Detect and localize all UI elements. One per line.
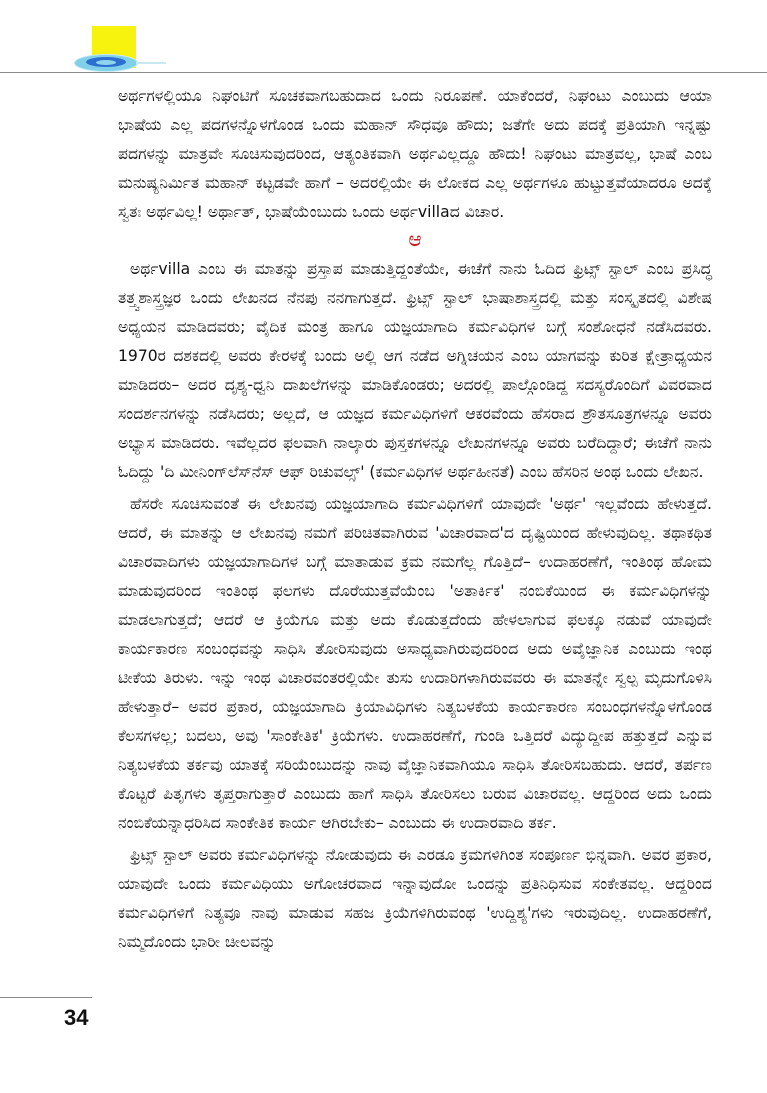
paragraph-3: ಹೆಸರೇ ಸೂಚಿಸುವಂತೆ ಈ ಲೇಖನವು ಯಜ್ಞಯಾಗಾದಿ ಕರ್ಮವಿಧಿಗಳಿಗೆ ಯಾವುದೇ 'ಅರ್ಥ' ಇಲ್ಲವೆಂದು ಹೇಳುತ್ತದೆ. ಆದರೆ, ಈ ಮಾತನ್ನು ಆ ಲೇಖನವು ನಮಗೆ ಪರಿಚಿತವಾಗಿರುವ 'ವಿಚಾರವಾದ'ದ ದೃಷ್ಟಿಯಿಂದ ಹೇಳುವುದಿಲ್ಲ. ತಥಾಕಥಿತ ವಿಚಾರವಾದಿಗಳು ಯಜ್ಞಯಾಗಾದಿಗಳ ಬಗ್ಗೆ ಮಾತಾಡುವ ಕ್ರಮ ನಮಗೆಲ್ಲ ಗೊತ್ತಿದೆ– ಉದಾಹರಣೆಗೆ, ಇಂತಿಂಥ ಹೋಮ ಮಾಡುವುದರಿಂದ ಇಂತಿಂಥ ಫಲಗಳು ದೊರೆಯುತ್ತವೆಯೆಂಬ 'ಅತಾರ್ಕಿಕ' ನಂಬಿಕೆಯಿಂದ ಈ ಕರ್ಮವಿಧಿಗಳನ್ನು ಮಾಡಲಾಗುತ್ತದೆ; ಆದರೆ ಆ ಕ್ರಿಯೆಗೂ ಮತ್ತು ಅದು ಕೊಡುತ್ತದೆಂದು ಹೇಳಲಾಗುವ ಫಲಕ್ಕೂ ನಡುವೆ ಯಾವುದೇ ಕಾರ್ಯಕಾರಣ ಸಂಬಂಧವನ್ನು ಸಾಧಿಸಿ ತೋರಿಸುವುದು ಅಸಾಧ್ಯವಾಗಿರುವುದರಿಂದ ಅದು ಅವೈಜ್ಞಾನಿಕ ಎಂಬುದು ಇಂಥ ಟೀಕೆಯ ತಿರುಳು. ಇನ್ನು ಇಂಥ ವಿಚಾರವಂತರಲ್ಲಿಯೇ ತುಸು ಉದಾರಿಗಳಾಗಿರುವವರು ಈ ಮಾತನ್ನೇ ಸ್ವಲ್ಪ ಮೃದುಗೊಳಿಸಿ ಹೇಳುತ್ತಾರೆ– ಅವರ ಪ್ರಕಾರ, ಯಜ್ಞಯಾಗಾದಿ ಕ್ರಿಯಾವಿಧಿಗಳು ನಿತ್ಯಬಳಕೆಯ ಕಾರ್ಯಕಾರಣ ಸಂಬಂಧಗಳನ್ನೊಳಗೊಂಡ ಕೆಲಸಗಳಲ್ಲ; ಬದಲು, ಅವು 'ಸಾಂಕೇತಿಕ' ಕ್ರಿಯೆಗಳು. ಉದಾಹರಣೆಗೆ, ಗುಂಡಿ ಒತ್ತಿದರೆ ವಿದ್ಯುದ್ದೀಪ ಹತ್ತುತ್ತದೆ ಎನ್ನುವ ನಿತ್ಯಬಳಕೆಯ ತರ್ಕವು ಯಾತಕ್ಕೆ ಸರಿಯೆಂಬುದನ್ನು ನಾವು ವೈಜ್ಞಾನಿಕವಾಗಿಯೂ ಸಾಧಿಸಿ ತೋರಿಸಬಹುದು. ಆದರೆ, ತರ್ಪಣ ಕೊಟ್ಟರೆ ಪಿತೃಗಳು ತೃಪ್ತರಾಗುತ್ತಾರೆ ಎಂಬುದು ಹಾಗೆ ಸಾಧಿಸಿ ತೋರಿಸಲು ಬರುವ ವಿಚಾರವಲ್ಲ. ಆದ್ದರಿಂದ ಅದು ಒಂದು ನಂಬಿಕೆಯನ್ನಾಧರಿಸಿದ ಸಾಂಕೇತಿಕ ಕಾರ್ಯ ಆಗಿರಬೇಕು– ಎಂಬುದು ಈ ಉದಾರವಾದಿ ತರ್ಕ. xyxy=(118,495,712,832)
footer-divider xyxy=(0,997,92,998)
page-number: 34 xyxy=(64,1005,89,1030)
logo xyxy=(74,26,172,74)
article-body xyxy=(118,82,712,957)
paragraph-4: ಫ್ರಿಟ್ಸ್ ಸ್ಟಾಲ್ ಅವರು ಕರ್ಮವಿಧಿಗಳನ್ನು ನೋಡುವುದು ಈ ಎರಡೂ ಕ್ರಮಗಳಿಗಿಂತ ಸಂಪೂರ್ಣ ಭಿನ್ನವಾಗಿ. ಅವರ ಪ್ರಕಾರ, ಯಾವುದೇ ಒಂದು ಕರ್ಮವಿಧಿಯು ಅಗೋಚರವಾದ ಇನ್ನಾವುದೋ ಒಂದನ್ನು ಪ್ರತಿನಿಧಿಸುವ ಸಂಕೇತವಲ್ಲ. ಆದ್ದರಿಂದ ಕರ್ಮವಿಧಿಗಳಿಗೆ ನಿತ್ಯವೂ ನಾವು ಮಾಡುವ ಸಹಜ ಕ್ರಿಯೆಗಳಿಗಿರುವಂಥ 'ಉದ್ದಿಶ್ಯ'ಗಳು ಇರುವುದಿಲ್ಲ. ಉದಾಹರಣೆಗೆ, ನಿಮ್ಮದೊಂದು ಭಾರೀ ಚೀಲವನ್ನು xyxy=(118,846,712,951)
logo-ring-inner xyxy=(96,60,116,65)
logo-trail xyxy=(136,62,166,64)
section-ornament: ಆ xyxy=(408,227,422,251)
header-divider xyxy=(0,72,767,73)
paragraph-2: ಅರ್ಥvilla ಎಂಬ ಈ ಮಾತನ್ನು ಪ್ರಸ್ತಾಪ ಮಾಡುತ್ತಿದ್ದಂತೆಯೇ, ಈಚೆಗೆ ನಾನು ಓದಿದ ಫ್ರಿಟ್ಸ್ ಸ್ಟಾಲ್ ಎಂಬ ಪ್ರಸಿದ್ಧ ತತ್ತ್ವಶಾಸ್ತ್ರಜ್ಞರ ಒಂದು ಲೇಖನದ ನೆನಪು ನನಗಾಗುತ್ತದೆ. ಫ್ರಿಟ್ಸ್ ಸ್ಟಾಲ್ ಭಾಷಾಶಾಸ್ತ್ರದಲ್ಲಿ ಮತ್ತು ಸಂಸ್ಕೃತದಲ್ಲಿ ವಿಶೇಷ ಅಧ್ಯಯನ ಮಾಡಿದವರು; ವೈದಿಕ ಮಂತ್ರ ಹಾಗೂ ಯಜ್ಞಯಾಗಾದಿ ಕರ್ಮವಿಧಿಗಳ ಬಗ್ಗೆ ಸಂಶೋಧನೆ ನಡೆಸಿದವರು. 1970ರ ದಶಕದಲ್ಲಿ ಅವರು ಕೇರಳಕ್ಕೆ ಬಂದು ಅಲ್ಲಿ ಆಗ ನಡೆದ ಅಗ್ನಿಚಯನ ಎಂಬ ಯಾಗವನ್ನು ಕುರಿತ ಕ್ಷೇತ್ರಾಧ್ಯಯನ ಮಾಡಿದರು– ಅದರ ದೃಶ್ಯ-ಧ್ವನಿ ದಾಖಲೆಗಳನ್ನು ಮಾಡಿಕೊಂಡರು; ಅದರಲ್ಲಿ ಪಾಲ್ಗೊಂಡಿದ್ದ ಸದಸ್ಯರೊಂದಿಗೆ ವಿವರವಾದ ಸಂದರ್ಶನಗಳನ್ನು ನಡೆಸಿದರು; ಅಲ್ಲದೆ, ಆ ಯಜ್ಞದ ಕರ್ಮವಿಧಿಗಳಿಗೆ ಆಕರವೆಂದು ಹೆಸರಾದ ಶ್ರೌತಸೂತ್ರಗಳನ್ನೂ ಅವರು ಅಭ್ಯಾಸ ಮಾಡಿದರು. ಇವೆಲ್ಲದರ ಫಲವಾಗಿ ನಾಲ್ಕಾರು ಪುಸ್ತಕಗಳನ್ನೂ ಲೇಖನಗಳನ್ನೂ ಅವರು ಬರೆದಿದ್ದಾರೆ; ಈಚೆಗೆ ನಾನು ಓದಿದ್ದು 'ದಿ ಮೀನಿಂಗ್‌ಲೆಸ್‌ನೆಸ್ ಆಫ್ ರಿಚುವಲ್ಸ್' (ಕರ್ಮವಿಧಿಗಳ ಅರ್ಥಹೀನತೆ) ಎಂಬ ಹೆಸರಿನ ಅಂಥ ಒಂದು ಲೇಖನ. xyxy=(118,260,712,481)
paragraph-1: ಅರ್ಥಗಳಲ್ಲಿಯೂ ನಿಘಂಟಿಗೆ ಸೂಚಕವಾಗಬಹುದಾದ ಒಂದು ನಿರೂಪಣೆ. ಯಾಕೆಂದರೆ, ನಿಘಂಟು ಎಂಬುದು ಆಯಾ ಭಾಷೆಯ ಎಲ್ಲ ಪದಗಳನ್ನೊಳಗೊಂಡ ಒಂದು ಮಹಾನ್ ಸೌಧವೂ ಹೌದು; ಜತೆಗೇ ಅದು ಪದಕ್ಕೆ ಪ್ರತಿಯಾಗಿ ಇನ್ನಷ್ಟು ಪದಗಳನ್ನು ಮಾತ್ರವೇ ಸೂಚಿಸುವುದರಿಂದ, ಆತ್ಯಂತಿಕವಾಗಿ ಅರ್ಥವಿಲ್ಲದ್ದೂ ಹೌದು! ನಿಘಂಟು ಮಾತ್ರವಲ್ಲ, ಭಾಷೆ ಎಂಬ ಮನುಷ್ಯನಿರ್ಮಿತ ಮಹಾನ್ ಕಟ್ಟಡವೇ ಹಾಗೆ – ಅದರಲ್ಲಿಯೇ ಈ ಲೋಕದ ಎಲ್ಲ ಅರ್ಥಗಳೂ ಹುಟ್ಟುತ್ತವೆಯಾದರೂ ಅದಕ್ಕೆ ಸ್ವತಃ ಅರ್ಥವಿಲ್ಲ! ಅರ್ಥಾತ್, ಭಾಷೆಯೆಂಬುದು ಒಂದು ಅರ್ಥvillaದ ವಿಚಾರ. xyxy=(118,87,712,221)
